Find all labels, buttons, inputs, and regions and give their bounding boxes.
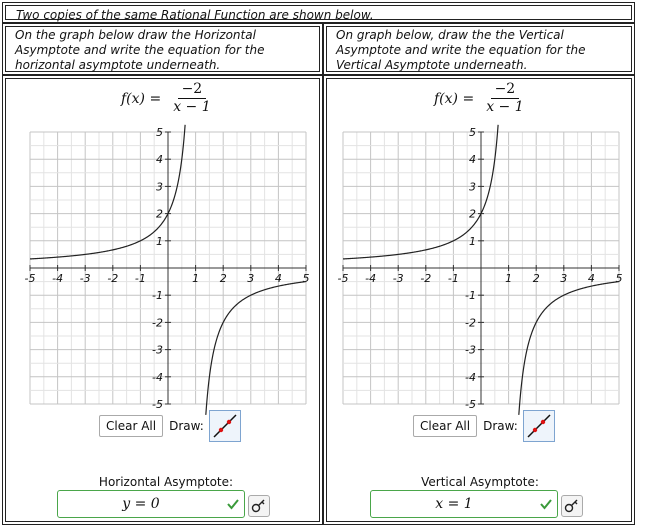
line-tool-button[interactable] xyxy=(209,410,241,442)
x-tick-label: 5 xyxy=(302,272,310,285)
graph-right[interactable] xyxy=(337,125,623,411)
formula-denominator: x − 1 xyxy=(486,99,524,115)
x-tick-label: -3 xyxy=(79,272,91,285)
y-tick-label: 4 xyxy=(469,153,476,167)
formula-denominator: x − 1 xyxy=(173,99,211,115)
x-tick-label: -4 xyxy=(365,272,377,285)
instructions-right xyxy=(323,23,635,75)
line-tool-button[interactable] xyxy=(523,410,555,442)
x-tick-label: -5 xyxy=(24,272,36,285)
draw-label: Draw: xyxy=(483,419,518,433)
y-tick-label: 5 xyxy=(156,126,163,139)
header-text: Two copies of the same Rational Function are shown below. xyxy=(16,8,374,22)
formula-numerator: −2 xyxy=(178,81,207,99)
y-tick-label: -2 xyxy=(465,316,476,330)
check-icon xyxy=(539,497,553,511)
y-tick-label: -1 xyxy=(152,289,163,303)
y-tick-label: 5 xyxy=(469,126,476,139)
x-tick-label: 1 xyxy=(505,272,513,285)
controls-left xyxy=(99,409,241,443)
formula-lhs: f(x) = xyxy=(434,90,475,107)
x-tick-label: -2 xyxy=(107,272,119,285)
y-tick-label: 1 xyxy=(469,234,476,248)
x-tick-label: 5 xyxy=(615,272,623,285)
x-tick-label: 2 xyxy=(219,272,227,285)
y-tick-label: -4 xyxy=(152,370,163,384)
y-tick-label: -3 xyxy=(465,343,476,357)
x-tick-label: -1 xyxy=(134,272,146,285)
y-tick-label: 2 xyxy=(469,207,476,221)
key-button[interactable] xyxy=(561,495,583,517)
header-row xyxy=(2,2,635,23)
key-icon xyxy=(249,496,269,516)
x-tick-label: -1 xyxy=(447,272,459,285)
x-tick-label: -4 xyxy=(52,272,64,285)
formula-numerator: −2 xyxy=(491,81,520,99)
instructions-right-text: On graph below, draw the the Vertical Asymptote and write the equation for the Vertical Asymptote underneath. xyxy=(336,28,586,72)
controls-right xyxy=(413,409,555,443)
y-tick-label: 3 xyxy=(469,180,476,194)
horizontal-asymptote-label: Horizontal Asymptote: xyxy=(98,475,234,489)
x-tick-label: 4 xyxy=(274,272,282,285)
clear-all-button[interactable]: Clear All xyxy=(413,415,477,437)
y-tick-label: 3 xyxy=(156,180,163,194)
formula-lhs: f(x) = xyxy=(121,90,162,107)
vertical-asymptote-label: Vertical Asymptote: xyxy=(421,475,539,489)
y-tick-label: -3 xyxy=(152,343,163,357)
line-segment-icon xyxy=(524,411,554,441)
key-icon xyxy=(562,496,582,516)
y-tick-label: 4 xyxy=(156,153,163,167)
y-tick-label: 2 xyxy=(156,207,163,221)
x-tick-label: 4 xyxy=(587,272,595,285)
x-tick-label: 3 xyxy=(560,272,568,285)
y-tick-label: -2 xyxy=(152,316,163,330)
formula-fraction xyxy=(482,81,527,116)
formula-left xyxy=(121,81,215,116)
horizontal-asymptote-value: y = 0 xyxy=(122,496,160,512)
y-tick-label: -5 xyxy=(152,398,163,411)
vertical-asymptote-input[interactable] xyxy=(370,490,558,518)
formula-fraction xyxy=(169,81,214,116)
function-curve-right-branch xyxy=(519,282,619,415)
x-tick-label: -2 xyxy=(420,272,432,285)
key-button[interactable] xyxy=(248,495,270,517)
formula-right xyxy=(434,81,528,116)
horizontal-asymptote-input[interactable] xyxy=(57,490,245,518)
vertical-asymptote-value: x = 1 xyxy=(435,496,473,512)
x-tick-label: 2 xyxy=(532,272,540,285)
instructions-left xyxy=(2,23,323,75)
y-tick-label: 1 xyxy=(156,234,163,248)
x-tick-label: 3 xyxy=(247,272,255,285)
y-tick-label: -5 xyxy=(465,398,476,411)
function-curve-right-branch xyxy=(206,282,306,415)
check-icon xyxy=(226,497,240,511)
x-tick-label: 1 xyxy=(192,272,200,285)
draw-label: Draw: xyxy=(169,419,204,433)
clear-all-button[interactable]: Clear All xyxy=(99,415,163,437)
x-tick-label: -5 xyxy=(337,272,349,285)
instructions-left-text: On the graph below draw the Horizontal Asymptote and write the equation for the horizontal asymptote underneath. xyxy=(15,28,265,72)
line-segment-icon xyxy=(210,411,240,441)
x-tick-label: -3 xyxy=(392,272,404,285)
y-tick-label: -1 xyxy=(465,289,476,303)
graph-left[interactable] xyxy=(24,125,310,411)
y-tick-label: -4 xyxy=(465,370,476,384)
